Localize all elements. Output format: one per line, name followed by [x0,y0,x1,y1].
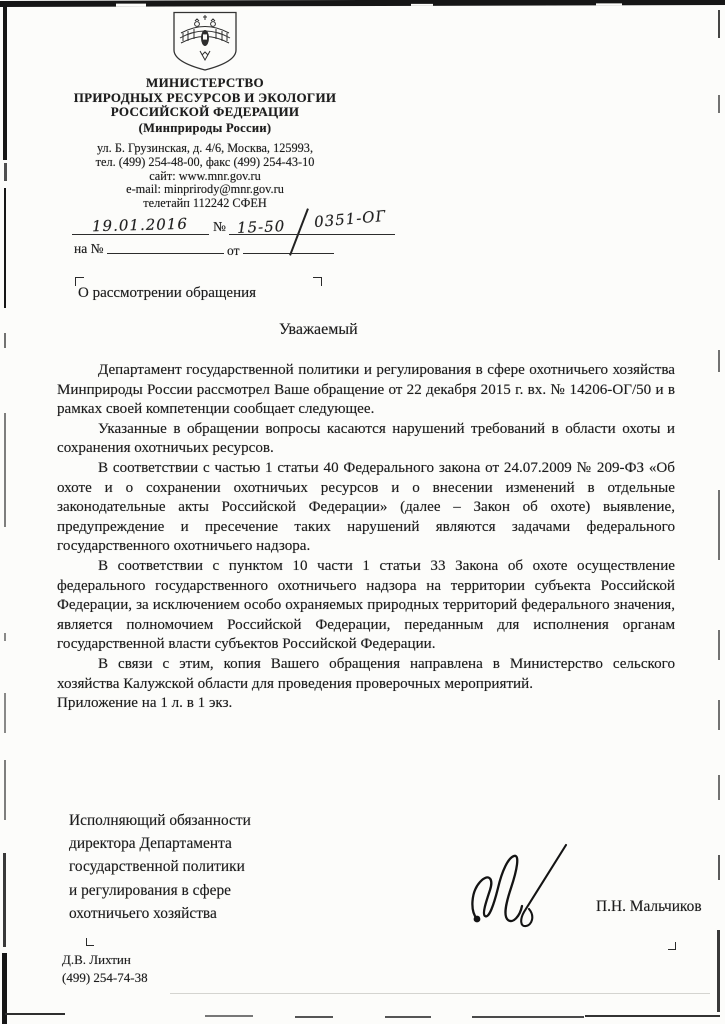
corner-mark-bottom-right [668,942,676,950]
scan-artifact [295,1016,333,1018]
scan-edge-left [3,5,7,160]
scan-edge-left [4,693,6,733]
scan-artifact [585,1015,720,1017]
ministry-name-block [25,76,385,135]
signer-position-line: Исполняющий обязанности [69,812,251,829]
signer-name: П.Н. Мальчиков [596,898,702,915]
ministry-line: РОССИЙСКОЙ ФЕДЕРАЦИИ [110,104,300,119]
body-paragraph: Указанные в обращении вопросы касаются нарушений требований в области охоты и сохранения охотничьих ресурсов. [57,420,675,457]
date-underline [72,234,209,235]
requisites-block [0,205,420,270]
scan-edge-right [717,930,720,1012]
scan-edge-left [4,760,6,820]
website-line: сайт: www.mnr.gov.ru [149,168,261,183]
scan-edge-right [718,95,720,113]
scan-edge-right [718,700,720,730]
body-paragraph: В соответствии с пунктом 10 части 1 статьи 33 Закона об охоте осуществление федерального государственного охотничьего надзора на территории субъекта Российской Федерации, за исключением особо охраняемых природных территорий федерального значения, является полномочием Российской Федерации, переданным для исполнения органам государственной власти субъектов Российской Федерации. [57,557,675,653]
scan-edge-right [718,855,720,880]
ministry-line: МИНИСТЕРСТВО [146,75,264,90]
corner-mark-top-right [313,277,322,286]
signer-position-line: охотничьего хозяйства [69,904,217,922]
body-paragraph: В соответствии с частью 1 статьи 40 Федерального закона от 24.07.2009 № 209-ФЗ «Об охоте и о сохранении охотничьих ресурсов и о внесении изменений в отдельные законодательные акты Российской Федерации» (далее – Закон об охоте) выявление, предупреждение и пресечение таких нарушений являются задачами федерального государственного охотничьего надзора. [57,459,675,555]
scan-edge-right [718,490,720,560]
signer-position-block [69,809,339,925]
executor-name: Д.В. Лихтин [62,952,131,967]
scan-edge-right [718,10,720,38]
body-paragraph: Департамент государственной политики и регулирования в сфере охотничьего хозяйства Минприроды России рассмотрел Ваше обращение от 22 декабря 2015 г. вх. № 14206-ОГ/50 и в рамках своей компетенции сообщает следующее. [57,362,675,418]
ministry-line: ПРИРОДНЫХ РЕСУРСОВ И ЭКОЛОГИИ [73,89,337,105]
scan-edge-right [718,350,720,372]
scan-artifact [170,993,710,994]
scan-edge-left [3,853,6,947]
handwritten-signature [468,840,583,940]
number-underline [229,234,395,235]
subject-line: О рассмотрении обращения [78,285,257,301]
attachment-line: Приложение на 1 л. в 1 экз. [57,695,233,712]
scan-edge-right [718,630,720,660]
scan-artifact [596,3,622,5]
handwritten-slash [289,208,309,255]
ministry-contacts-block [25,142,385,211]
scan-edge-left [4,413,6,527]
scan-artifact [116,4,146,7]
scan-artifact [411,4,433,6]
number-label: № [213,219,226,234]
scan-edge-right [718,775,720,800]
scan-artifact [472,1016,584,1018]
executor-phone: (499) 254-74-38 [62,970,148,985]
signer-position-line: и регулирования в сфере [69,881,232,899]
signer-position-line: директора Департамента [69,835,232,853]
handwritten-number-right: 0351-ОГ [313,206,388,232]
corner-mark-bottom-left [86,938,94,946]
reply-from-label: от [227,243,240,258]
address-line: ул. Б. Грузинская, д. 4/6, Москва, 125993, [96,141,314,155]
email-line: e-mail: minprirody@mnr.gov.ru [126,182,284,197]
ministry-short-name: (Минприроды России) [138,120,272,135]
handwritten-number-left: 15-50 [236,217,286,237]
scan-edge-left [4,333,6,348]
teletype-line: телетайп 112242 СФЕН [143,196,267,211]
scan-edge-left [4,633,6,641]
scan-artifact [5,1013,65,1015]
reply-number-label: на № [74,241,104,256]
signer-position-line: государственной политики [69,858,245,876]
phone-fax-line: тел. (499) 254-48-00, факс (499) 254-43-10 [95,154,315,169]
russian-coat-of-arms-icon [170,11,240,78]
scan-edge-left [4,163,7,181]
salutation: Уважаемый [279,321,358,338]
scan-edge-top [0,0,725,7]
letter-body [57,361,675,714]
scan-artifact [385,1016,431,1018]
reply-from-underline [243,253,334,254]
reply-number-underline [107,253,224,254]
handwritten-date: 19.01.2016 [91,214,189,236]
body-paragraph: В связи с этим, копия Вашего обращения направлена в Министерство сельского хозяйства Калужской области для проведения проверочных мероприятий. [57,655,675,692]
scan-artifact [205,1015,253,1017]
